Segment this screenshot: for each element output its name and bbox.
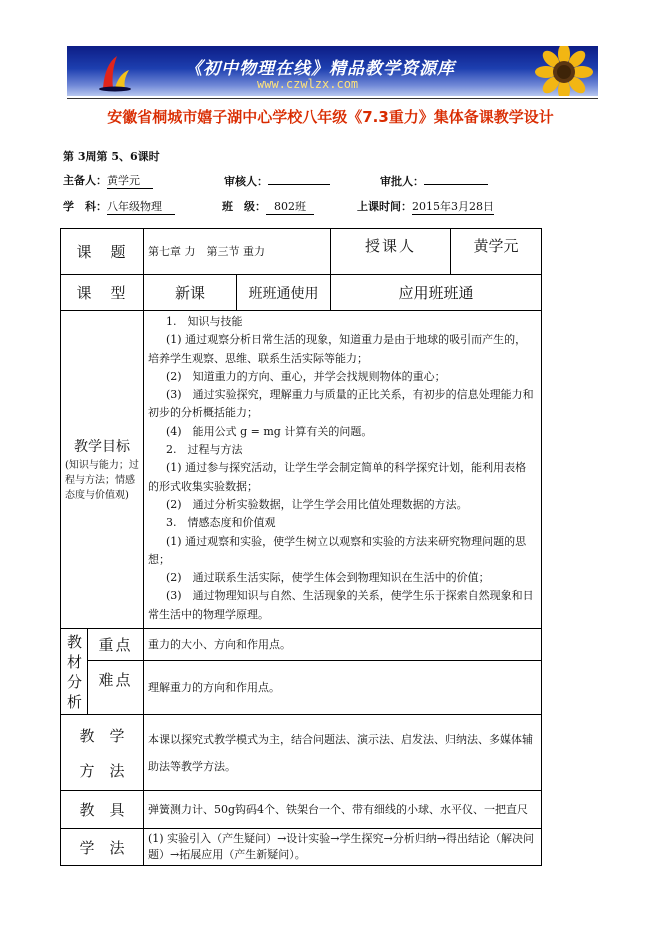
goals-content <box>144 311 542 629</box>
header-rule <box>67 98 598 99</box>
week-session: 第 3周第 5、6课时 <box>63 150 160 163</box>
site-logo-icon <box>95 52 135 92</box>
class <box>222 198 314 215</box>
method-label-line2: 方 法 <box>79 761 125 780</box>
goal-item: (4) 能用公式 g = mg 计算有关的问题。 <box>166 424 373 438</box>
goal-item: (2) 知道重力的方向、重心，并学会找规则物体的重心； <box>166 369 446 383</box>
class-label: 班 级： <box>222 200 266 213</box>
goal-item: (1) 通过观察和实验，使学生树立以观察和实验的方法来研究物理问题的思想； <box>148 534 527 566</box>
usage-value: 应用班班通 <box>331 275 542 311</box>
key-label: 重点 <box>88 629 144 661</box>
approver <box>380 172 488 189</box>
goal-item: (2) 通过分析实验数据，让学生学会用比值处理数据的方法。 <box>166 497 468 511</box>
lesson-plan-table <box>60 228 542 866</box>
usage-label: 班班通使用 <box>237 275 331 311</box>
subject-value: 八年级物理 <box>107 198 175 215</box>
type-label: 课 型 <box>61 275 144 311</box>
class-time-value: 2015年3月28日 <box>412 200 494 213</box>
class-value: 802班 <box>266 198 314 215</box>
approver-label: 审批人： <box>380 175 424 188</box>
goal-item: (3) 通过实验探究，理解重力与质量的正比关系，有初步的信息处理能力和初步的分析概括能力； <box>148 388 534 420</box>
goal-item: 3. 情感态度和价值观 <box>166 516 276 530</box>
banner-title: 《初中物理在线》精品教学资源库 <box>185 59 455 79</box>
goal-item: 1. 知识与技能 <box>166 315 243 328</box>
document-title: 安徽省桐城市嬉子湖中心学校八年级《7.3重力》集体备课教学设计 <box>107 108 554 126</box>
banner-url[interactable]: www.czwlzx.com <box>257 77 359 91</box>
study-label: 学 法 <box>61 829 144 866</box>
goal-item: (2) 通过联系生活实际，使学生体会到物理知识在生活中的价值； <box>166 571 490 585</box>
goals-label: 教学目标 <box>74 439 130 455</box>
teacher-label: 授课人 <box>331 229 451 275</box>
study-value: (1) 实验引入（产生疑问）→设计实验→学生探究→分析归纳→得出结论（解决问题）→拓展应用（产生新疑问）。 <box>144 829 542 866</box>
lead-preparer <box>63 172 153 189</box>
teacher-value: 黄学元 <box>451 229 542 275</box>
type-value: 新课 <box>144 275 237 311</box>
class-time <box>357 198 494 215</box>
tools-label: 教 具 <box>61 791 144 829</box>
goal-item: 2. 过程与方法 <box>166 443 243 457</box>
method-value: 本课以探究式教学模式为主，结合问题法、演示法、启发法、归纳法、多媒体辅助法等教学方法。 <box>144 715 542 791</box>
reviewer <box>224 172 330 189</box>
topic-value: 第七章 力 第三节 重力 <box>144 229 331 275</box>
subject-label: 学 科： <box>63 200 107 213</box>
approver-value[interactable] <box>424 172 488 185</box>
topic-label: 课 题 <box>61 229 144 275</box>
subject <box>63 198 175 215</box>
header-banner <box>67 46 598 96</box>
method-label-cell <box>61 715 144 791</box>
lead-preparer-value: 黄学元 <box>107 172 153 189</box>
method-label-line1: 教 学 <box>79 726 125 745</box>
goals-label-cell <box>61 311 144 629</box>
key-value: 重力的大小、方向和作用点。 <box>144 629 542 661</box>
class-time-label: 上课时间： <box>357 200 412 213</box>
difficult-value: 理解重力的方向和作用点。 <box>144 661 542 715</box>
tools-value: 弹簧测力计、50g钩码4个、铁架台一个、带有细线的小球、水平仪、一把直尺 <box>144 791 542 829</box>
goal-item: (3) 通过物理知识与自然、生活现象的关系，使学生乐于探索自然现象和日常生活中的物理学原理。 <box>148 589 534 621</box>
goal-item: (1) 通过参与探究活动，让学生学会制定简单的科学探究计划，能利用表格的形式收集实验数据； <box>148 461 527 493</box>
sunflower-icon <box>534 46 594 96</box>
reviewer-label: 审核人： <box>224 175 268 188</box>
material-label-cell <box>61 629 88 715</box>
reviewer-value[interactable] <box>268 172 330 185</box>
goal-item: (1) 通过观察分析日常生活的现象，知道重力是由于地球的吸引而产生的，培养学生观察、思维、联系生活实际等能力； <box>148 333 527 365</box>
lead-preparer-label: 主备人： <box>63 174 107 187</box>
difficult-label: 难点 <box>88 661 144 715</box>
material-label: 教材分析 <box>67 632 83 711</box>
goals-sublabel: (知识与能力；过程与方法；情感态度与价值观) <box>65 460 139 501</box>
